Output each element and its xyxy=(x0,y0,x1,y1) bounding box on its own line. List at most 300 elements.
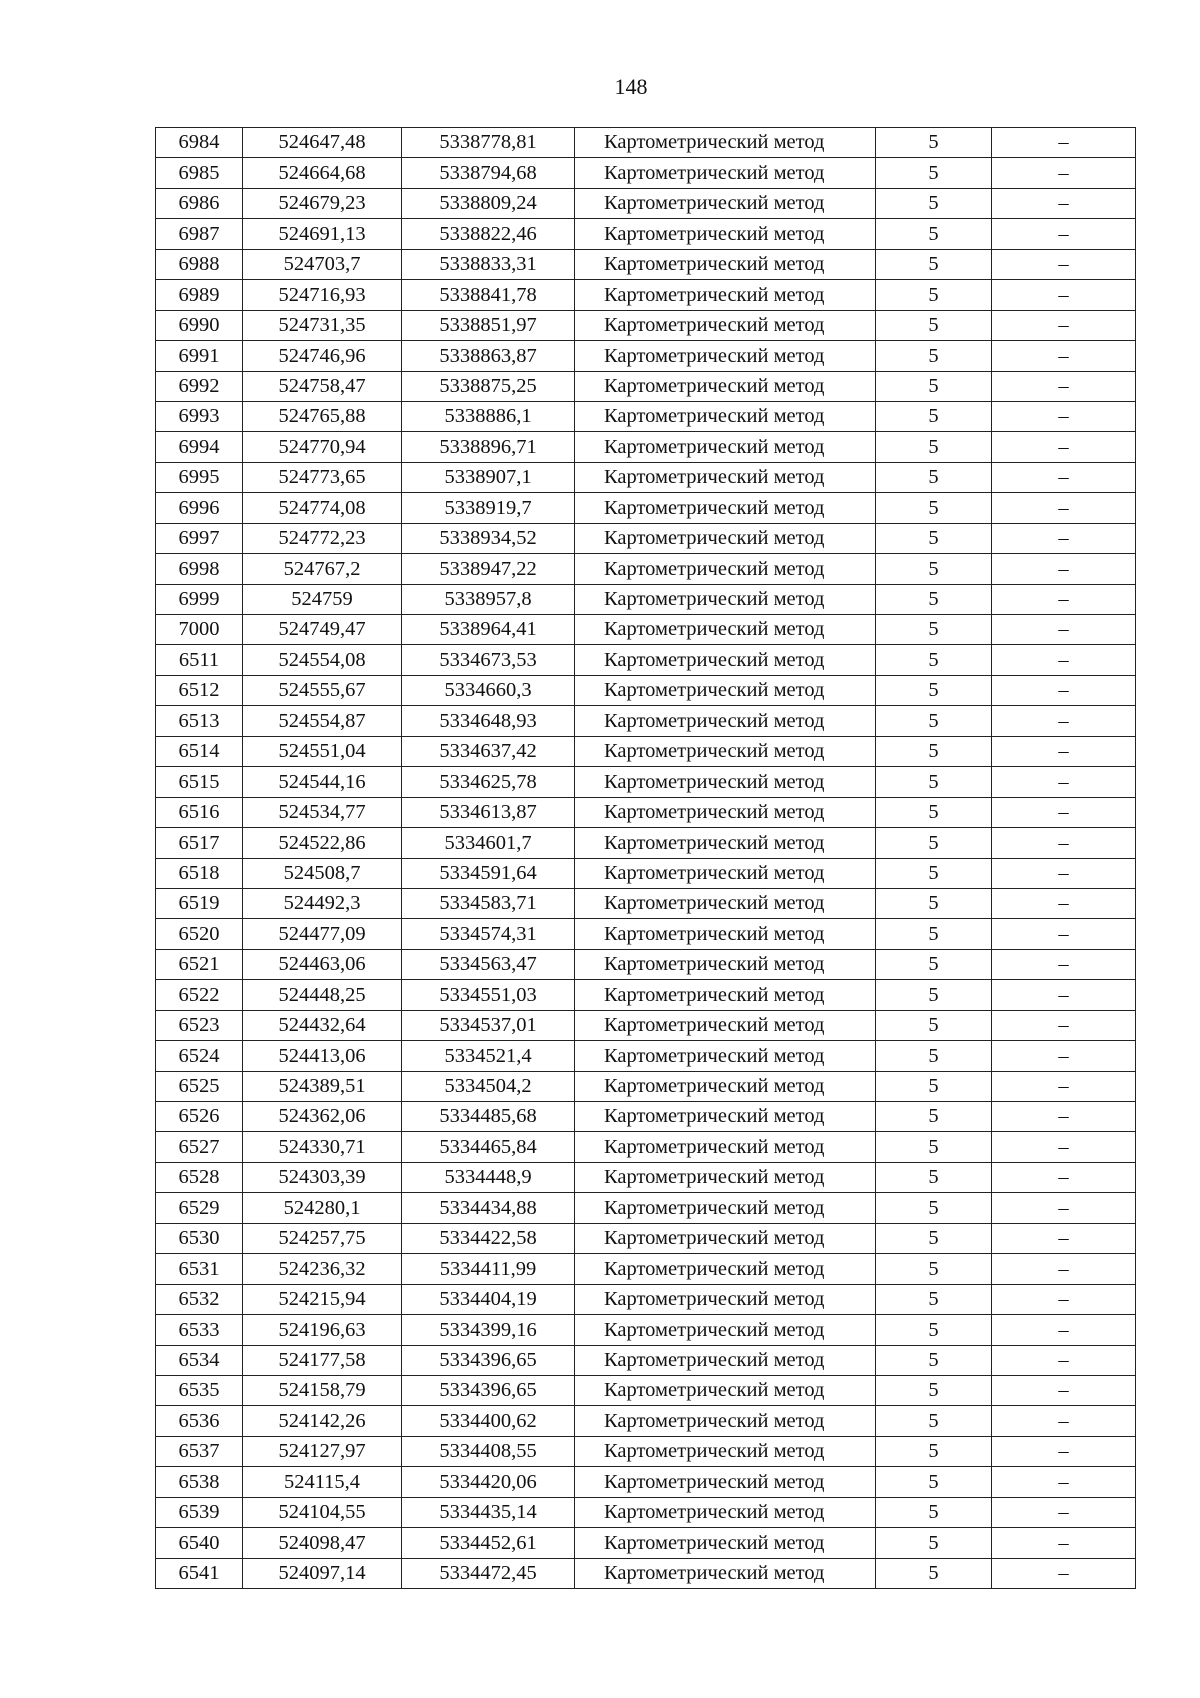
description-cell: – xyxy=(992,1223,1136,1253)
accuracy-cell: 5 xyxy=(876,1284,992,1314)
point-number-cell: 6989 xyxy=(156,280,243,310)
method-cell: Картометрический метод xyxy=(575,493,876,523)
description-cell: – xyxy=(992,675,1136,705)
y-coordinate-cell: 5334396,65 xyxy=(402,1345,575,1375)
table-row xyxy=(156,1132,1136,1162)
accuracy-cell: 5 xyxy=(876,128,992,158)
point-number-cell: 6994 xyxy=(156,432,243,462)
accuracy-cell: 5 xyxy=(876,371,992,401)
method-cell: Картометрический метод xyxy=(575,706,876,736)
x-coordinate-cell: 524749,47 xyxy=(243,615,402,645)
description-cell: – xyxy=(992,1558,1136,1588)
description-cell: – xyxy=(992,1284,1136,1314)
method-cell: Картометрический метод xyxy=(575,675,876,705)
y-coordinate-cell: 5334422,58 xyxy=(402,1223,575,1253)
point-number-cell: 6512 xyxy=(156,675,243,705)
x-coordinate-cell: 524196,63 xyxy=(243,1315,402,1345)
method-cell: Картометрический метод xyxy=(575,767,876,797)
accuracy-cell: 5 xyxy=(876,615,992,645)
y-coordinate-cell: 5334521,4 xyxy=(402,1041,575,1071)
x-coordinate-cell: 524142,26 xyxy=(243,1406,402,1436)
accuracy-cell: 5 xyxy=(876,462,992,492)
y-coordinate-cell: 5338841,78 xyxy=(402,280,575,310)
description-cell: – xyxy=(992,1467,1136,1497)
y-coordinate-cell: 5338863,87 xyxy=(402,341,575,371)
accuracy-cell: 5 xyxy=(876,1193,992,1223)
description-cell: – xyxy=(992,615,1136,645)
table-row xyxy=(156,1345,1136,1375)
method-cell: Картометрический метод xyxy=(575,1102,876,1132)
point-number-cell: 6527 xyxy=(156,1132,243,1162)
point-number-cell: 6517 xyxy=(156,828,243,858)
table-row xyxy=(156,462,1136,492)
accuracy-cell: 5 xyxy=(876,1467,992,1497)
table-row xyxy=(156,1071,1136,1101)
point-number-cell: 6997 xyxy=(156,523,243,553)
y-coordinate-cell: 5338875,25 xyxy=(402,371,575,401)
y-coordinate-cell: 5334563,47 xyxy=(402,949,575,979)
method-cell: Картометрический метод xyxy=(575,432,876,462)
accuracy-cell: 5 xyxy=(876,1132,992,1162)
method-cell: Картометрический метод xyxy=(575,1497,876,1527)
point-number-cell: 6511 xyxy=(156,645,243,675)
x-coordinate-cell: 524554,87 xyxy=(243,706,402,736)
point-number-cell: 6528 xyxy=(156,1162,243,1192)
method-cell: Картометрический метод xyxy=(575,1315,876,1345)
table-row xyxy=(156,1041,1136,1071)
accuracy-cell: 5 xyxy=(876,858,992,888)
x-coordinate-cell: 524772,23 xyxy=(243,523,402,553)
accuracy-cell: 5 xyxy=(876,219,992,249)
method-cell: Картометрический метод xyxy=(575,1132,876,1162)
table-row xyxy=(156,1375,1136,1405)
table-row xyxy=(156,1162,1136,1192)
method-cell: Картометрический метод xyxy=(575,1010,876,1040)
method-cell: Картометрический метод xyxy=(575,1223,876,1253)
y-coordinate-cell: 5334601,7 xyxy=(402,828,575,858)
table-row xyxy=(156,128,1136,158)
description-cell: – xyxy=(992,797,1136,827)
point-number-cell: 6536 xyxy=(156,1406,243,1436)
x-coordinate-cell: 524679,23 xyxy=(243,188,402,218)
accuracy-cell: 5 xyxy=(876,249,992,279)
accuracy-cell: 5 xyxy=(876,493,992,523)
accuracy-cell: 5 xyxy=(876,1041,992,1071)
method-cell: Картометрический метод xyxy=(575,615,876,645)
description-cell: – xyxy=(992,767,1136,797)
table-row xyxy=(156,158,1136,188)
description-cell: – xyxy=(992,188,1136,218)
table-row xyxy=(156,1284,1136,1314)
table-row xyxy=(156,858,1136,888)
description-cell: – xyxy=(992,219,1136,249)
accuracy-cell: 5 xyxy=(876,828,992,858)
method-cell: Картометрический метод xyxy=(575,1467,876,1497)
page-number: 148 xyxy=(614,74,648,99)
x-coordinate-cell: 524555,67 xyxy=(243,675,402,705)
x-coordinate-cell: 524448,25 xyxy=(243,980,402,1010)
description-cell: – xyxy=(992,1375,1136,1405)
table-row xyxy=(156,310,1136,340)
y-coordinate-cell: 5338809,24 xyxy=(402,188,575,218)
y-coordinate-cell: 5334448,9 xyxy=(402,1162,575,1192)
point-number-cell: 6991 xyxy=(156,341,243,371)
y-coordinate-cell: 5334583,71 xyxy=(402,888,575,918)
accuracy-cell: 5 xyxy=(876,706,992,736)
x-coordinate-cell: 524773,65 xyxy=(243,462,402,492)
method-cell: Картометрический метод xyxy=(575,736,876,766)
table-row xyxy=(156,188,1136,218)
point-number-cell: 6515 xyxy=(156,767,243,797)
accuracy-cell: 5 xyxy=(876,949,992,979)
description-cell: – xyxy=(992,249,1136,279)
accuracy-cell: 5 xyxy=(876,310,992,340)
method-cell: Картометрический метод xyxy=(575,280,876,310)
x-coordinate-cell: 524362,06 xyxy=(243,1102,402,1132)
x-coordinate-cell: 524508,7 xyxy=(243,858,402,888)
accuracy-cell: 5 xyxy=(876,1406,992,1436)
table-row xyxy=(156,1193,1136,1223)
point-number-cell: 6985 xyxy=(156,158,243,188)
table-row xyxy=(156,736,1136,766)
point-number-cell: 6522 xyxy=(156,980,243,1010)
y-coordinate-cell: 5334435,14 xyxy=(402,1497,575,1527)
method-cell: Картометрический метод xyxy=(575,1071,876,1101)
point-number-cell: 6538 xyxy=(156,1467,243,1497)
x-coordinate-cell: 524758,47 xyxy=(243,371,402,401)
y-coordinate-cell: 5334574,31 xyxy=(402,919,575,949)
y-coordinate-cell: 5338851,97 xyxy=(402,310,575,340)
description-cell: – xyxy=(992,980,1136,1010)
accuracy-cell: 5 xyxy=(876,584,992,614)
table-row xyxy=(156,949,1136,979)
y-coordinate-cell: 5334472,45 xyxy=(402,1558,575,1588)
accuracy-cell: 5 xyxy=(876,1071,992,1101)
description-cell: – xyxy=(992,584,1136,614)
x-coordinate-cell: 524731,35 xyxy=(243,310,402,340)
table-row xyxy=(156,341,1136,371)
method-cell: Картометрический метод xyxy=(575,371,876,401)
table-row xyxy=(156,1528,1136,1558)
method-cell: Картометрический метод xyxy=(575,1193,876,1223)
x-coordinate-cell: 524477,09 xyxy=(243,919,402,949)
method-cell: Картометрический метод xyxy=(575,128,876,158)
y-coordinate-cell: 5334637,42 xyxy=(402,736,575,766)
table-row xyxy=(156,1558,1136,1588)
table-row xyxy=(156,1102,1136,1132)
accuracy-cell: 5 xyxy=(876,888,992,918)
accuracy-cell: 5 xyxy=(876,980,992,1010)
y-coordinate-cell: 5334504,2 xyxy=(402,1071,575,1101)
method-cell: Картометрический метод xyxy=(575,554,876,584)
description-cell: – xyxy=(992,736,1136,766)
point-number-cell: 6519 xyxy=(156,888,243,918)
description-cell: – xyxy=(992,1315,1136,1345)
accuracy-cell: 5 xyxy=(876,188,992,218)
method-cell: Картометрический метод xyxy=(575,645,876,675)
point-number-cell: 6525 xyxy=(156,1071,243,1101)
accuracy-cell: 5 xyxy=(876,523,992,553)
y-coordinate-cell: 5334613,87 xyxy=(402,797,575,827)
y-coordinate-cell: 5334551,03 xyxy=(402,980,575,1010)
point-number-cell: 6516 xyxy=(156,797,243,827)
point-number-cell: 6998 xyxy=(156,554,243,584)
y-coordinate-cell: 5338778,81 xyxy=(402,128,575,158)
y-coordinate-cell: 5334396,65 xyxy=(402,1375,575,1405)
method-cell: Картометрический метод xyxy=(575,584,876,614)
accuracy-cell: 5 xyxy=(876,1223,992,1253)
method-cell: Картометрический метод xyxy=(575,310,876,340)
description-cell: – xyxy=(992,1254,1136,1284)
method-cell: Картометрический метод xyxy=(575,828,876,858)
y-coordinate-cell: 5338947,22 xyxy=(402,554,575,584)
x-coordinate-cell: 524703,7 xyxy=(243,249,402,279)
table-row xyxy=(156,1223,1136,1253)
description-cell: – xyxy=(992,554,1136,584)
x-coordinate-cell: 524492,3 xyxy=(243,888,402,918)
method-cell: Картометрический метод xyxy=(575,219,876,249)
y-coordinate-cell: 5338886,1 xyxy=(402,401,575,431)
point-number-cell: 6523 xyxy=(156,1010,243,1040)
table-row xyxy=(156,828,1136,858)
accuracy-cell: 5 xyxy=(876,158,992,188)
point-number-cell: 6995 xyxy=(156,462,243,492)
x-coordinate-cell: 524098,47 xyxy=(243,1528,402,1558)
coordinates-table xyxy=(155,127,1136,1589)
method-cell: Картометрический метод xyxy=(575,919,876,949)
point-number-cell: 6537 xyxy=(156,1436,243,1466)
method-cell: Картометрический метод xyxy=(575,1345,876,1375)
description-cell: – xyxy=(992,1041,1136,1071)
description-cell: – xyxy=(992,888,1136,918)
point-number-cell: 6541 xyxy=(156,1558,243,1588)
y-coordinate-cell: 5334404,19 xyxy=(402,1284,575,1314)
method-cell: Картометрический метод xyxy=(575,1375,876,1405)
x-coordinate-cell: 524127,97 xyxy=(243,1436,402,1466)
point-number-cell: 6984 xyxy=(156,128,243,158)
description-cell: – xyxy=(992,919,1136,949)
accuracy-cell: 5 xyxy=(876,1102,992,1132)
x-coordinate-cell: 524770,94 xyxy=(243,432,402,462)
accuracy-cell: 5 xyxy=(876,919,992,949)
x-coordinate-cell: 524158,79 xyxy=(243,1375,402,1405)
accuracy-cell: 5 xyxy=(876,675,992,705)
accuracy-cell: 5 xyxy=(876,554,992,584)
point-number-cell: 6988 xyxy=(156,249,243,279)
x-coordinate-cell: 524554,08 xyxy=(243,645,402,675)
coordinates-table-body xyxy=(156,128,1136,1589)
x-coordinate-cell: 524759 xyxy=(243,584,402,614)
x-coordinate-cell: 524115,4 xyxy=(243,1467,402,1497)
description-cell: – xyxy=(992,1010,1136,1040)
method-cell: Картометрический метод xyxy=(575,188,876,218)
table-row xyxy=(156,584,1136,614)
y-coordinate-cell: 5334625,78 xyxy=(402,767,575,797)
description-cell: – xyxy=(992,128,1136,158)
accuracy-cell: 5 xyxy=(876,1010,992,1040)
description-cell: – xyxy=(992,523,1136,553)
accuracy-cell: 5 xyxy=(876,736,992,766)
point-number-cell: 6514 xyxy=(156,736,243,766)
method-cell: Картометрический метод xyxy=(575,797,876,827)
method-cell: Картометрический метод xyxy=(575,949,876,979)
x-coordinate-cell: 524767,2 xyxy=(243,554,402,584)
y-coordinate-cell: 5334411,99 xyxy=(402,1254,575,1284)
point-number-cell: 6531 xyxy=(156,1254,243,1284)
x-coordinate-cell: 524432,64 xyxy=(243,1010,402,1040)
description-cell: – xyxy=(992,493,1136,523)
y-coordinate-cell: 5338957,8 xyxy=(402,584,575,614)
table-row xyxy=(156,1436,1136,1466)
point-number-cell: 6992 xyxy=(156,371,243,401)
point-number-cell: 6996 xyxy=(156,493,243,523)
y-coordinate-cell: 5334408,55 xyxy=(402,1436,575,1466)
table-row xyxy=(156,767,1136,797)
x-coordinate-cell: 524746,96 xyxy=(243,341,402,371)
table-row xyxy=(156,432,1136,462)
description-cell: – xyxy=(992,341,1136,371)
table-row xyxy=(156,675,1136,705)
accuracy-cell: 5 xyxy=(876,797,992,827)
description-cell: – xyxy=(992,645,1136,675)
point-number-cell: 6535 xyxy=(156,1375,243,1405)
accuracy-cell: 5 xyxy=(876,1162,992,1192)
method-cell: Картометрический метод xyxy=(575,1284,876,1314)
table-row xyxy=(156,888,1136,918)
description-cell: – xyxy=(992,371,1136,401)
x-coordinate-cell: 524664,68 xyxy=(243,158,402,188)
method-cell: Картометрический метод xyxy=(575,980,876,1010)
method-cell: Картометрический метод xyxy=(575,1558,876,1588)
accuracy-cell: 5 xyxy=(876,1528,992,1558)
description-cell: – xyxy=(992,1193,1136,1223)
table-row xyxy=(156,1315,1136,1345)
description-cell: – xyxy=(992,1345,1136,1375)
description-cell: – xyxy=(992,1102,1136,1132)
point-number-cell: 6534 xyxy=(156,1345,243,1375)
x-coordinate-cell: 524691,13 xyxy=(243,219,402,249)
description-cell: – xyxy=(992,949,1136,979)
table-row xyxy=(156,280,1136,310)
y-coordinate-cell: 5338833,31 xyxy=(402,249,575,279)
method-cell: Картометрический метод xyxy=(575,462,876,492)
y-coordinate-cell: 5334648,93 xyxy=(402,706,575,736)
y-coordinate-cell: 5338822,46 xyxy=(402,219,575,249)
method-cell: Картометрический метод xyxy=(575,158,876,188)
method-cell: Картометрический метод xyxy=(575,858,876,888)
y-coordinate-cell: 5334537,01 xyxy=(402,1010,575,1040)
x-coordinate-cell: 524215,94 xyxy=(243,1284,402,1314)
point-number-cell: 6533 xyxy=(156,1315,243,1345)
y-coordinate-cell: 5334591,64 xyxy=(402,858,575,888)
table-row xyxy=(156,615,1136,645)
point-number-cell: 6990 xyxy=(156,310,243,340)
x-coordinate-cell: 524647,48 xyxy=(243,128,402,158)
method-cell: Картометрический метод xyxy=(575,341,876,371)
table-row xyxy=(156,1406,1136,1436)
description-cell: – xyxy=(992,401,1136,431)
x-coordinate-cell: 524389,51 xyxy=(243,1071,402,1101)
description-cell: – xyxy=(992,1132,1136,1162)
method-cell: Картометрический метод xyxy=(575,888,876,918)
y-coordinate-cell: 5334660,3 xyxy=(402,675,575,705)
description-cell: – xyxy=(992,1436,1136,1466)
accuracy-cell: 5 xyxy=(876,280,992,310)
y-coordinate-cell: 5338934,52 xyxy=(402,523,575,553)
method-cell: Картометрический метод xyxy=(575,249,876,279)
point-number-cell: 6524 xyxy=(156,1041,243,1071)
x-coordinate-cell: 524280,1 xyxy=(243,1193,402,1223)
description-cell: – xyxy=(992,1162,1136,1192)
accuracy-cell: 5 xyxy=(876,1558,992,1588)
table-row xyxy=(156,371,1136,401)
accuracy-cell: 5 xyxy=(876,1375,992,1405)
method-cell: Картометрический метод xyxy=(575,1162,876,1192)
y-coordinate-cell: 5338964,41 xyxy=(402,615,575,645)
method-cell: Картометрический метод xyxy=(575,1436,876,1466)
y-coordinate-cell: 5338794,68 xyxy=(402,158,575,188)
description-cell: – xyxy=(992,706,1136,736)
point-number-cell: 6532 xyxy=(156,1284,243,1314)
accuracy-cell: 5 xyxy=(876,767,992,797)
table-row xyxy=(156,554,1136,584)
table-row xyxy=(156,1497,1136,1527)
x-coordinate-cell: 524544,16 xyxy=(243,767,402,797)
description-cell: – xyxy=(992,1497,1136,1527)
method-cell: Картометрический метод xyxy=(575,1528,876,1558)
y-coordinate-cell: 5334399,16 xyxy=(402,1315,575,1345)
x-coordinate-cell: 524716,93 xyxy=(243,280,402,310)
point-number-cell: 6540 xyxy=(156,1528,243,1558)
y-coordinate-cell: 5338896,71 xyxy=(402,432,575,462)
description-cell: – xyxy=(992,462,1136,492)
accuracy-cell: 5 xyxy=(876,432,992,462)
accuracy-cell: 5 xyxy=(876,1315,992,1345)
accuracy-cell: 5 xyxy=(876,401,992,431)
table-row xyxy=(156,797,1136,827)
accuracy-cell: 5 xyxy=(876,1254,992,1284)
table-row xyxy=(156,980,1136,1010)
point-number-cell: 6526 xyxy=(156,1102,243,1132)
accuracy-cell: 5 xyxy=(876,341,992,371)
x-coordinate-cell: 524097,14 xyxy=(243,1558,402,1588)
accuracy-cell: 5 xyxy=(876,1345,992,1375)
point-number-cell: 6513 xyxy=(156,706,243,736)
table-row xyxy=(156,706,1136,736)
y-coordinate-cell: 5334673,53 xyxy=(402,645,575,675)
table-row xyxy=(156,1467,1136,1497)
x-coordinate-cell: 524413,06 xyxy=(243,1041,402,1071)
point-number-cell: 6530 xyxy=(156,1223,243,1253)
description-cell: – xyxy=(992,158,1136,188)
description-cell: – xyxy=(992,1406,1136,1436)
description-cell: – xyxy=(992,1071,1136,1101)
x-coordinate-cell: 524765,88 xyxy=(243,401,402,431)
point-number-cell: 7000 xyxy=(156,615,243,645)
y-coordinate-cell: 5338907,1 xyxy=(402,462,575,492)
description-cell: – xyxy=(992,280,1136,310)
description-cell: – xyxy=(992,858,1136,888)
description-cell: – xyxy=(992,432,1136,462)
method-cell: Картометрический метод xyxy=(575,401,876,431)
y-coordinate-cell: 5334485,68 xyxy=(402,1102,575,1132)
accuracy-cell: 5 xyxy=(876,1497,992,1527)
point-number-cell: 6993 xyxy=(156,401,243,431)
x-coordinate-cell: 524104,55 xyxy=(243,1497,402,1527)
method-cell: Картометрический метод xyxy=(575,1406,876,1436)
point-number-cell: 6986 xyxy=(156,188,243,218)
point-number-cell: 6987 xyxy=(156,219,243,249)
